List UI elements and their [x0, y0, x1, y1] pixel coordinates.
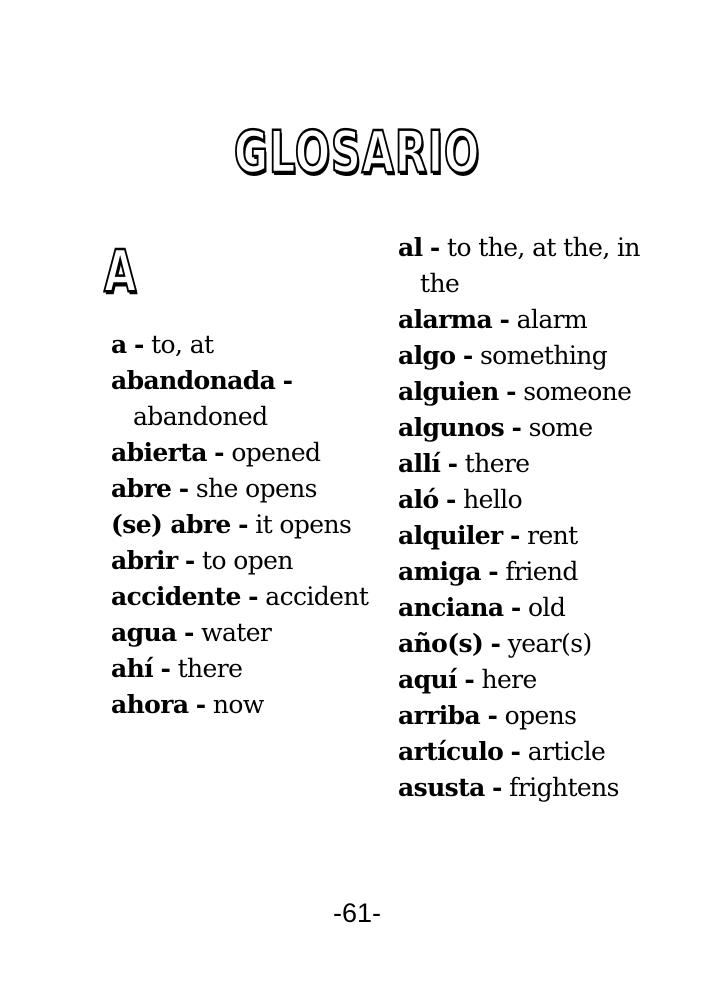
glossary-entry — [398, 518, 658, 554]
term-separator: - — [133, 330, 144, 359]
glossary-term: abrir — [111, 546, 178, 575]
glossary-entry — [398, 662, 658, 698]
glossary-term: abierta — [111, 438, 207, 467]
glossary-definition: it opens — [255, 510, 352, 539]
glossary-column-right — [398, 230, 658, 806]
term-separator: - — [429, 233, 440, 262]
glossary-term: ahora — [111, 690, 189, 719]
term-separator: - — [178, 474, 189, 503]
term-separator: - — [511, 413, 522, 442]
page-number: -61- — [332, 898, 381, 928]
glossary-term: amiga — [398, 557, 481, 586]
glossary-term: algunos — [398, 413, 505, 442]
glossary-definition: hello — [463, 485, 523, 514]
glossary-definition: article — [527, 737, 606, 766]
term-separator: - — [445, 485, 456, 514]
glossary-term: alguien — [398, 377, 499, 406]
page-title: GLOSARIO — [233, 118, 481, 186]
glossary-entry — [398, 302, 658, 338]
glossary-definition: accident — [265, 582, 369, 611]
glossary-term: abandonada — [111, 366, 276, 395]
glossary-entry — [398, 590, 658, 626]
glossary-entry — [398, 410, 658, 446]
glossary-term: al — [398, 233, 423, 262]
glossary-entry — [111, 687, 371, 723]
glossary-term: accidente — [111, 582, 241, 611]
glossary-entry — [398, 338, 658, 374]
glossary-term: a — [111, 330, 127, 359]
glossary-definition: there — [464, 449, 530, 478]
term-separator: - — [487, 701, 498, 730]
glossary-entry — [111, 507, 371, 543]
glossary-entry — [398, 374, 658, 410]
glossary-entry — [111, 363, 371, 435]
term-separator: - — [499, 305, 510, 334]
glossary-definition: rent — [527, 521, 578, 550]
glossary-entry — [398, 554, 658, 590]
term-separator: - — [195, 690, 206, 719]
glossary-definition: some — [528, 413, 593, 442]
term-separator: - — [510, 737, 521, 766]
glossary-entry — [398, 626, 658, 662]
glossary-definition: opens — [504, 701, 577, 730]
glossary-entry — [398, 698, 658, 734]
glossary-definition: there — [177, 654, 243, 683]
term-separator: - — [282, 366, 293, 395]
glossary-term: alarma — [398, 305, 493, 334]
glossary-entry — [111, 471, 371, 507]
term-separator: - — [238, 510, 248, 539]
glossary-definition: here — [481, 665, 537, 694]
glossary-term: agua — [111, 618, 177, 647]
glossary-entry — [398, 482, 658, 518]
term-separator: - — [462, 341, 473, 370]
glossary-entry — [398, 446, 658, 482]
glossary-definition: now — [212, 690, 264, 719]
glossary-definition: frightens — [509, 773, 619, 802]
glossary-definition: water — [201, 618, 272, 647]
glossary-entry — [111, 615, 371, 651]
glossary-definition: to the, at the, in the — [420, 233, 640, 298]
glossary-term: año(s) — [398, 629, 484, 658]
glossary-definition: something — [479, 341, 608, 370]
glossary-term: artículo — [398, 737, 504, 766]
glossary-definition: to, at — [151, 330, 214, 359]
term-separator: - — [510, 593, 521, 622]
term-separator: - — [160, 654, 171, 683]
glossary-term: aquí — [398, 665, 457, 694]
term-separator: - — [506, 377, 516, 406]
glossary-entry — [111, 651, 371, 687]
glossary-term: alquiler — [398, 521, 503, 550]
glossary-entry — [398, 770, 658, 806]
glossary-entry — [398, 230, 658, 302]
term-separator: - — [464, 665, 475, 694]
glossary-definition: alarm — [516, 305, 588, 334]
term-separator: - — [248, 582, 258, 611]
glossary-entry — [111, 435, 371, 471]
term-separator: - — [492, 773, 502, 802]
term-separator: - — [184, 618, 194, 647]
glossary-entry — [398, 734, 658, 770]
glossary-definition: abandoned — [133, 402, 268, 431]
glossary-entry — [111, 579, 371, 615]
term-separator: - — [214, 438, 224, 467]
glossary-term: allí — [398, 449, 441, 478]
glossary-definition: someone — [523, 377, 632, 406]
term-separator: - — [509, 521, 520, 550]
glossary-definition: to open — [202, 546, 293, 575]
glossary-term: ahí — [111, 654, 154, 683]
glossary-column-left — [111, 327, 371, 723]
term-separator: - — [488, 557, 498, 586]
section-letter-heading: A — [104, 237, 137, 305]
term-separator: - — [490, 629, 501, 658]
term-separator: - — [184, 546, 195, 575]
glossary-entry — [111, 327, 371, 363]
glossary-term: abre — [111, 474, 172, 503]
glossary-term: arriba — [398, 701, 481, 730]
term-separator: - — [447, 449, 458, 478]
glossary-term: anciana — [398, 593, 504, 622]
glossary-term: (se) abre — [111, 510, 231, 539]
glossary-entry — [111, 543, 371, 579]
glossary-term: algo — [398, 341, 456, 370]
glossary-definition: friend — [505, 557, 578, 586]
glossary-definition: year(s) — [507, 629, 592, 658]
glossary-term: aló — [398, 485, 439, 514]
glossary-definition: she opens — [195, 474, 317, 503]
glossary-definition: opened — [231, 438, 321, 467]
glossary-term: asusta — [398, 773, 485, 802]
glossary-definition: old — [527, 593, 566, 622]
